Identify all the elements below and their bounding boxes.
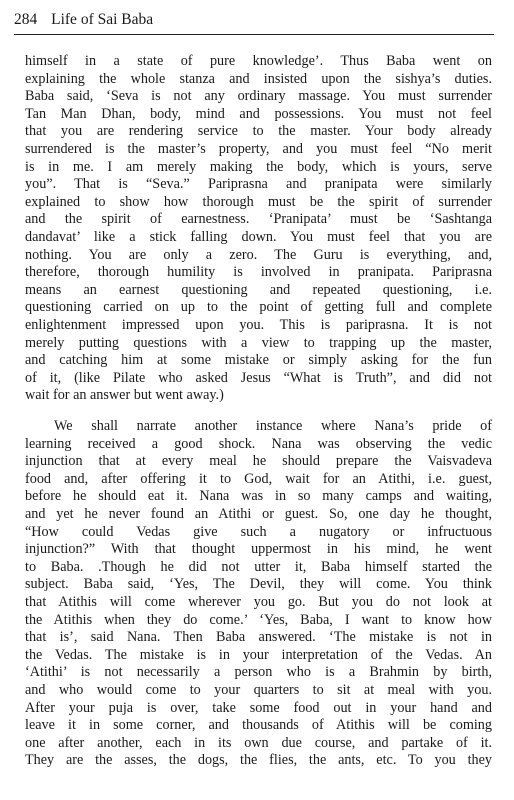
text-line: leave it in some corner, and thousands of Atithis will be coming [25, 717, 492, 734]
text-line: nothing. You are only a zero. The Guru is everything, and, [25, 246, 492, 263]
text-line: means an earnest questioning and repeated questioning, i.e. [25, 281, 492, 298]
text-line: that you are rendering service to the master. Your body already [25, 123, 492, 140]
text-line: questioning carried on up to the point of getting full and complete [25, 299, 492, 316]
text-line: Tan Man Dhan, body, mind and possessions. You must not feel [25, 105, 492, 122]
text-line: ‘Atithi’ is not necessarily a person who is a Brahmin by birth, [25, 664, 492, 681]
text-line: therefore, thorough humility is involved in pranipata. Pariprasna [25, 264, 492, 281]
text-line: learning received a good shock. Nana was observing the vedic [25, 435, 492, 452]
text-line: and catching him at some mistake or simply asking for the fun [25, 352, 492, 369]
header-rule [14, 34, 494, 35]
text-line: that Atithis will come wherever you go. But you do not look at [25, 594, 492, 610]
text-line: and who would come to your quarters to sit at meal with you. [25, 682, 492, 698]
text-line: the Vedas. The mistake is in your interpretation of the Vedas. An [25, 646, 492, 663]
text-line: himself in a state of pure knowledge’. Thus Baba went on [25, 53, 492, 69]
text-line: the Atithis when they do come.’ ‘Yes, Baba, I want to know how [25, 611, 492, 628]
text-line: surrendered is the master’s property, and you must feel “No merit [25, 141, 492, 157]
text-line: Baba said, ‘Seva is not any ordinary massage. You must surrender [25, 88, 492, 105]
text-line: They are the asses, the dogs, the flies, the ants, etc. To you they [25, 752, 492, 769]
page-number: 284 [14, 11, 38, 28]
text-line: enlightenment impressed upon you. This is pariprasna. It is not [25, 317, 492, 333]
running-title: Life of Sai Baba [51, 11, 154, 28]
text-line: wait for an answer but went away.) [25, 387, 224, 404]
text-line: that is’, said Nana. Then Baba answered. ‘The mistake is not in [25, 629, 492, 646]
text-line: and the spirit of earnestness. ‘Pranipata’ must be ‘Sashtanga [25, 211, 492, 228]
text-line: injunction?” With that thought uppermost in his mind, he went [25, 541, 492, 558]
text-line: to Baba. .Though he did not utter it, Baba himself started the [25, 558, 492, 575]
text-line: explaining the whole stanza and insisted upon the sishya’s duties. [25, 70, 492, 87]
text-line: and yet he never found an Atithi or guest. So, one day he thought, [25, 506, 492, 522]
text-line: dandavat’ like a stick falling down. You must feel that you are [25, 229, 492, 245]
text-line: is in me. I am merely making the body, which is yours, serve [25, 158, 492, 175]
text-line: subject. Baba said, ‘Yes, The Devil, they will come. You think [25, 576, 492, 593]
text-line: After your puja is over, take some food out in your hand and [25, 699, 492, 716]
text-line: We shall narrate another instance where Nana’s pride of [54, 418, 492, 434]
text-line: “How could Vedas give such a nugatory or infructuous [25, 523, 492, 540]
running-header [14, 10, 494, 29]
text-line: of it, (like Pilate who asked Jesus “What is Truth”, and did not [25, 369, 492, 386]
text-line: before he should eat it. Nana was in so many camps and waiting, [25, 488, 492, 505]
text-line: injunction that at every meal he should prepare the Vaisvadeva [25, 453, 492, 470]
text-line: explained to show how thorough must be the spirit of surrender [25, 193, 492, 210]
text-line: you”. That is “Seva.” Pariprasna and pranipata were similarly [25, 176, 492, 193]
text-line: food and, after offering it to God, wait for an Atithi, i.e. guest, [25, 470, 492, 487]
text-line: merely putting questions with a view to trapping up the master, [25, 334, 492, 351]
text-line: one after another, each in its own due course, and partake of it. [25, 734, 492, 751]
